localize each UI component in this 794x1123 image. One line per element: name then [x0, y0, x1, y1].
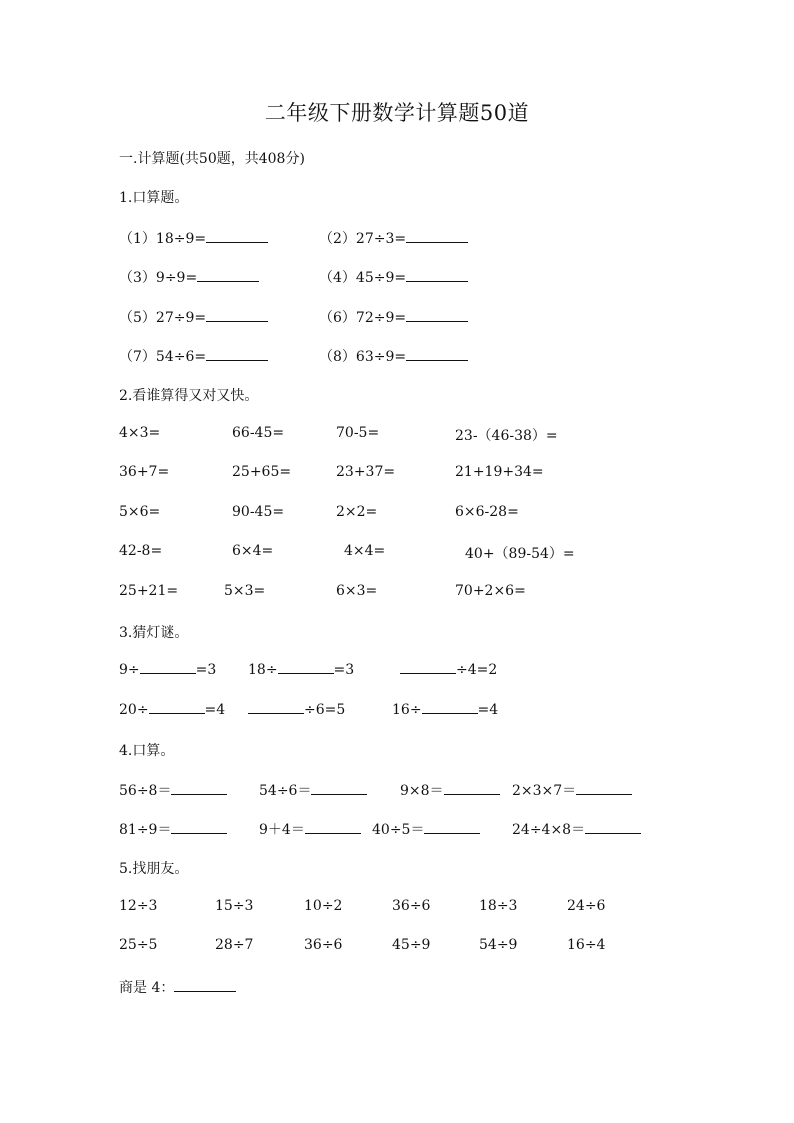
q3-item: 20÷ =4	[119, 702, 226, 718]
page-title: 二年级下册数学计算题50道	[264, 101, 530, 125]
section-heading: 一.计算题(共50题，共408分)	[119, 151, 305, 167]
q5-item: 45÷9	[392, 937, 431, 953]
answer-blank[interactable]	[406, 348, 468, 361]
q3-item: 9÷ =3	[119, 662, 217, 678]
q4-item: 81÷9＝	[119, 819, 227, 839]
q1-item: （4）45÷9=	[319, 267, 468, 287]
q5-item: 12÷3	[119, 898, 158, 914]
q2-item: 6×3=	[336, 583, 378, 599]
answer-blank[interactable]	[422, 701, 478, 714]
q2-item: 25+65=	[232, 464, 292, 480]
q2-item: 90-45=	[232, 504, 285, 520]
q5-item: 54÷9	[479, 937, 518, 953]
q2-item: 5×6=	[119, 504, 161, 520]
q5-item: 24÷6	[567, 898, 606, 914]
q2-item: 36+7=	[119, 464, 170, 480]
q5-item: 25÷5	[119, 937, 158, 953]
q1-item: （8）63÷9=	[319, 346, 468, 366]
q2-item: 40+（89-54）=	[465, 546, 575, 562]
q2-item: 4×3=	[119, 425, 161, 441]
answer-blank[interactable]	[197, 269, 259, 282]
q5-item: 16÷4	[567, 937, 606, 953]
q3-heading: 3.猜灯谜。	[119, 625, 189, 641]
q2-item: 66-45=	[232, 425, 285, 441]
q4-item: 24÷4×8＝	[512, 819, 641, 839]
answer-blank[interactable]	[171, 821, 227, 834]
q1-item: （3）9÷9=	[119, 267, 259, 287]
answer-blank[interactable]	[406, 309, 468, 322]
answer-blank[interactable]	[406, 230, 468, 243]
q5-answer: 商是 4：	[119, 977, 236, 997]
q1-item: （1）18÷9=	[119, 228, 268, 248]
q2-item: 4×4=	[344, 543, 386, 559]
q4-heading: 4.口算。	[119, 743, 175, 759]
answer-blank[interactable]	[206, 309, 268, 322]
answer-blank[interactable]	[305, 821, 361, 834]
q5-item: 10÷2	[304, 898, 343, 914]
q2-item: 42-8=	[119, 543, 163, 559]
q3-item: ÷6=5	[248, 701, 345, 718]
answer-blank[interactable]	[206, 348, 268, 361]
q5-item: 36÷6	[392, 898, 431, 914]
q2-item: 5×3=	[224, 583, 266, 599]
answer-blank[interactable]	[585, 821, 641, 834]
q2-item: 6×4=	[232, 543, 274, 559]
answer-blank[interactable]	[171, 782, 227, 795]
q5-item: 36÷6	[304, 937, 343, 953]
q2-item: 2×2=	[336, 504, 378, 520]
q5-item: 15÷3	[215, 898, 254, 914]
q4-item: 40÷5＝	[372, 819, 480, 839]
q4-item: 56÷8＝	[119, 780, 227, 800]
q2-item: 6×6-28=	[455, 504, 519, 520]
q1-heading: 1.口算题。	[119, 190, 189, 206]
q4-item: 2×3×7＝	[512, 780, 632, 800]
q5-heading: 5.找朋友。	[119, 861, 189, 877]
answer-blank[interactable]	[400, 661, 456, 674]
q3-item: 16÷ =4	[392, 702, 499, 718]
answer-blank[interactable]	[406, 269, 468, 282]
answer-blank[interactable]	[149, 701, 205, 714]
q2-item: 23-（46-38）=	[455, 428, 558, 444]
q1-item: （7）54÷6=	[119, 346, 268, 366]
q2-item: 25+21=	[119, 583, 179, 599]
q4-item: 54÷6＝	[259, 780, 367, 800]
answer-blank[interactable]	[424, 821, 480, 834]
answer-blank[interactable]	[444, 782, 500, 795]
answer-blank[interactable]	[278, 661, 334, 674]
answer-blank[interactable]	[206, 230, 268, 243]
answer-blank[interactable]	[174, 979, 236, 992]
q2-item: 23+37=	[336, 464, 396, 480]
answer-blank[interactable]	[140, 661, 196, 674]
q2-item: 21+19+34=	[455, 464, 544, 480]
q3-item: 18÷ =3	[248, 662, 355, 678]
q2-item: 70+2×6=	[455, 583, 526, 599]
q2-heading: 2.看谁算得又对又快。	[119, 388, 259, 404]
q5-item: 18÷3	[479, 898, 518, 914]
q5-item: 28÷7	[215, 937, 254, 953]
q1-item: （6）72÷9=	[319, 307, 468, 327]
q1-item: （2）27÷3=	[319, 228, 468, 248]
answer-blank[interactable]	[576, 782, 632, 795]
q3-item: ÷4=2	[400, 661, 497, 678]
answer-blank[interactable]	[311, 782, 367, 795]
q4-item: 9×8＝	[400, 780, 500, 800]
q1-item: （5）27÷9=	[119, 307, 268, 327]
q2-item: 70-5=	[336, 425, 380, 441]
q4-item: 9＋4＝	[259, 819, 361, 839]
answer-blank[interactable]	[248, 701, 304, 714]
